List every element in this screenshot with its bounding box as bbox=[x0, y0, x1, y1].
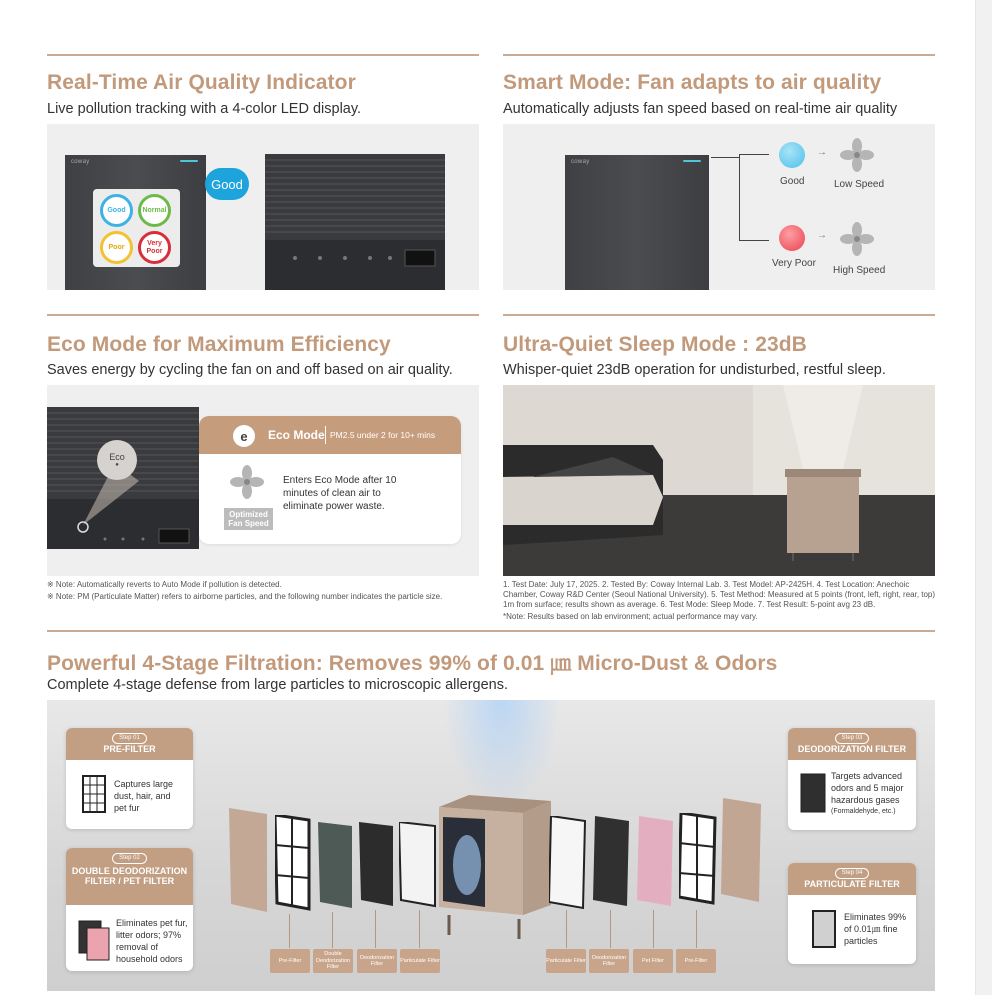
tag-line bbox=[375, 910, 376, 948]
eco-card-title: Eco Mode bbox=[268, 428, 325, 442]
eco-card-header bbox=[199, 416, 461, 454]
step-02-name: DOUBLE DEODORIZATION FILTER / PET FILTER bbox=[71, 866, 188, 886]
step-03-card bbox=[788, 728, 916, 830]
aqi-subtitle: Live pollution tracking with a 4-color LED display. bbox=[47, 101, 362, 117]
step-03-name: DEODORIZATION FILTER bbox=[797, 744, 907, 754]
bedroom-scene bbox=[503, 385, 935, 576]
connector-line bbox=[739, 240, 769, 241]
brand-logo: coway bbox=[71, 159, 90, 165]
pet-filter-panel-2 bbox=[637, 816, 675, 908]
indicator-poor: Poor bbox=[100, 231, 133, 264]
eco-card-description: Enters Eco Mode after 10 minutes of clean air to eliminate power waste. bbox=[283, 475, 397, 512]
connector-line bbox=[739, 154, 740, 240]
tag-double-deodorization-filter: Double Deodorization Filter bbox=[313, 949, 353, 973]
step-01-description: Captures large dust, hair, and pet fur bbox=[114, 779, 174, 813]
step-02-description: Eliminates pet fur, litter odors; 97% removal of household odors bbox=[116, 918, 188, 964]
purifier-body bbox=[439, 795, 551, 940]
indicator-very-poor: Very Poor bbox=[138, 231, 171, 264]
sleep-subtitle: Whisper-quiet 23dB operation for undisturbed, restful sleep. bbox=[503, 362, 886, 378]
aqi-panel bbox=[47, 124, 479, 290]
section-divider bbox=[47, 54, 479, 56]
step-04-header bbox=[788, 863, 916, 895]
tag-pre-filter: Pre-Filter bbox=[270, 949, 310, 973]
brand-logo: coway bbox=[571, 159, 590, 165]
fan-icon bbox=[229, 464, 265, 500]
section-divider bbox=[47, 630, 935, 632]
step-03-description bbox=[831, 770, 911, 818]
purifier-image bbox=[565, 155, 709, 290]
step-04-pill: Step 04 bbox=[835, 868, 870, 879]
tag-line bbox=[610, 910, 611, 948]
step-04-description: Eliminates 99% of 0.01㎛ fine particles bbox=[844, 912, 907, 946]
good-pill: Good bbox=[205, 168, 249, 200]
indicator-good: Good bbox=[100, 194, 133, 227]
sleep-test-note: 1. Test Date: July 17, 2025. 2. Tested By: Coway Internal Lab. 3. Test Model: AP-2425H. 4. Test Location: Anechoic Chamber, Coway R&D Center (Seoul National University). 5. Test Method: Measured at 5 points (front, left, right, rear, top) 1m from surface; results shown as average. 6. Test Mode: Sleep Mode. 7. Test Result: 5-point avg 23 dB. bbox=[503, 580, 936, 609]
tag-deodorization-filter: Deodorization Filter bbox=[357, 949, 397, 973]
step-03-description-note: (Formaldehyde, etc.) bbox=[831, 808, 896, 815]
filtration-subtitle: Complete 4-stage defense from large particles to microscopic allergens. bbox=[47, 677, 508, 693]
divider bbox=[325, 426, 326, 444]
double-deodorization-filter-panel bbox=[359, 822, 395, 908]
aqi-title: Real-Time Air Quality Indicator bbox=[47, 71, 356, 94]
section-divider bbox=[503, 54, 935, 56]
step-01-card bbox=[66, 728, 193, 829]
step-01-header bbox=[66, 728, 193, 760]
eco-note-1: ※ Note: Automatically reverts to Auto Mode if pollution is detected. bbox=[47, 580, 282, 589]
particulate-filter-panel-2 bbox=[549, 816, 587, 910]
deodorization-pet-filter-icon bbox=[78, 920, 112, 962]
tag-pet-filter: Pet Filter bbox=[633, 949, 673, 973]
sleep-lab-note: *Note: Results based on lab environment; actual performance may vary. bbox=[503, 612, 758, 621]
step-03-header bbox=[788, 728, 916, 760]
eco-mode-icon: e bbox=[233, 425, 255, 447]
low-speed-label: Low Speed bbox=[834, 179, 885, 190]
indicator-card bbox=[93, 189, 180, 267]
particulate-filter-panel bbox=[399, 822, 437, 908]
particulate-filter-icon bbox=[812, 910, 836, 948]
step-02-header bbox=[66, 848, 193, 905]
led-strip bbox=[683, 160, 701, 162]
good-label: Good bbox=[780, 176, 805, 187]
tag-particulate-filter-2: Particulate Filter bbox=[546, 949, 586, 973]
purifier-top-image bbox=[265, 154, 445, 290]
pre-filter-outer-panel-2 bbox=[721, 798, 763, 904]
deodorization-filter-panel-2 bbox=[593, 816, 631, 908]
tag-pre-filter-2: Pre-Filter bbox=[676, 949, 716, 973]
eco-label: Eco bbox=[109, 452, 125, 462]
led-strip bbox=[180, 160, 198, 162]
step-01-name: PRE-FILTER bbox=[103, 744, 156, 754]
eco-note-2: ※ Note: PM (Particulate Matter) refers to airborne particles, and the following number indicates the particle size. bbox=[47, 592, 443, 601]
tag-line bbox=[332, 912, 333, 948]
filtration-title: Powerful 4-Stage Filtration: Removes 99% of 0.01 ㎛ Micro-Dust & Odors bbox=[47, 652, 778, 675]
eco-card-condition: PM2.5 under 2 for 10+ mins bbox=[330, 430, 436, 440]
filtration-panel bbox=[47, 700, 935, 991]
section-divider bbox=[47, 314, 479, 316]
optimized-fan-speed-badge: Optimized Fan Speed bbox=[224, 508, 273, 530]
page-scrollbar[interactable] bbox=[975, 0, 992, 995]
smart-title: Smart Mode: Fan adapts to air quality bbox=[503, 71, 882, 94]
tag-line bbox=[696, 910, 697, 948]
airflow-glow bbox=[442, 700, 562, 810]
sleep-photo bbox=[503, 385, 935, 576]
eco-panel bbox=[47, 385, 479, 576]
arrow-icon: → bbox=[817, 230, 827, 241]
step-04-name: PARTICULATE FILTER bbox=[804, 879, 900, 889]
connector-line bbox=[739, 154, 769, 155]
step-03-pill: Step 03 bbox=[835, 733, 870, 744]
tag-particulate-filter: Particulate Filter bbox=[400, 949, 440, 973]
very-poor-label: Very Poor bbox=[772, 258, 816, 269]
grille-svg bbox=[265, 154, 445, 290]
very-poor-dot bbox=[779, 225, 805, 251]
step-04-card bbox=[788, 863, 916, 964]
tag-line bbox=[419, 910, 420, 948]
eco-card bbox=[199, 416, 461, 544]
deodorization-filter-panel bbox=[318, 822, 354, 910]
good-dot bbox=[779, 142, 805, 168]
arrow-icon: → bbox=[817, 147, 827, 158]
tag-line bbox=[653, 910, 654, 948]
smart-panel bbox=[503, 124, 935, 290]
smart-subtitle: Automatically adjusts fan speed based on real-time air quality bbox=[503, 101, 898, 117]
step-01-pill: Step 01 bbox=[112, 733, 147, 744]
pre-filter-panel-2 bbox=[679, 813, 717, 905]
deodorization-filter-icon bbox=[800, 773, 826, 813]
connector-line bbox=[711, 157, 739, 158]
eco-button-zoom: Eco ● bbox=[97, 440, 137, 480]
tag-deodorization-filter-2: Deodorization Filter bbox=[589, 949, 629, 973]
fan-high-icon bbox=[839, 221, 875, 257]
eco-title: Eco Mode for Maximum Efficiency bbox=[47, 333, 391, 356]
eco-subtitle: Saves energy by cycling the fan on and off based on air quality. bbox=[47, 362, 453, 378]
pre-filter-panel bbox=[229, 808, 269, 913]
tag-line bbox=[566, 910, 567, 948]
sleep-title: Ultra-Quiet Sleep Mode : 23dB bbox=[503, 333, 807, 356]
fan-low-icon bbox=[839, 137, 875, 173]
indicator-normal: Normal bbox=[138, 194, 171, 227]
high-speed-label: High Speed bbox=[833, 265, 886, 276]
step-02-card bbox=[66, 848, 193, 971]
section-divider bbox=[503, 314, 935, 316]
pet-filter-panel bbox=[275, 815, 311, 911]
tag-line bbox=[289, 914, 290, 948]
step-03-description-main: Targets advanced odors and 5 major hazardous gases bbox=[831, 771, 904, 805]
step-02-pill: Step 02 bbox=[112, 853, 147, 864]
pre-filter-icon bbox=[82, 775, 106, 813]
